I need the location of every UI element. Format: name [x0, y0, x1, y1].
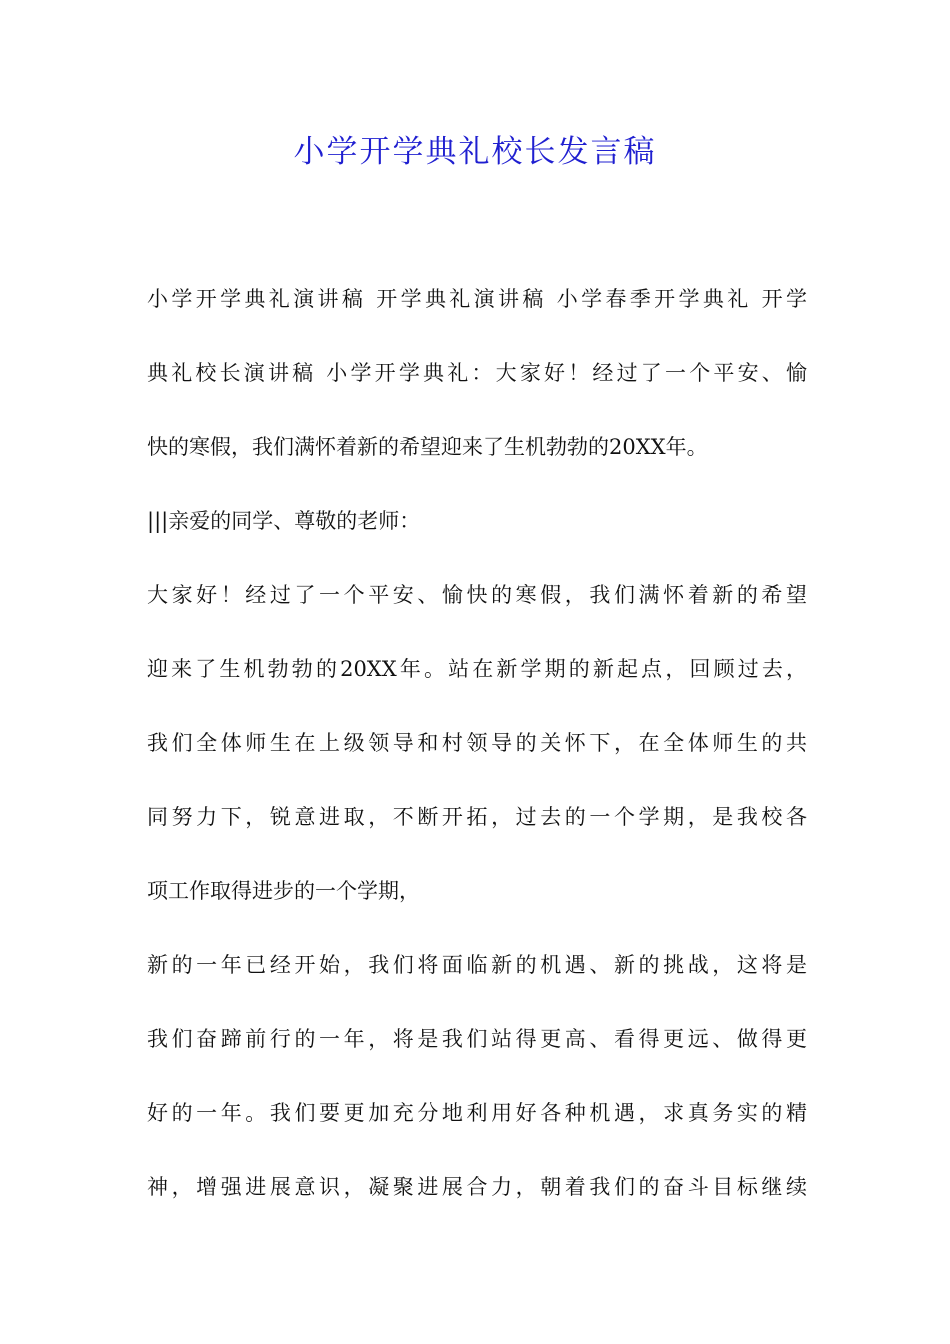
body-line: 大家好！经过了一个平安、愉快的寒假，我们满怀着新的希望: [147, 583, 807, 607]
document-body: [147, 262, 807, 1224]
body-line: 项工作取得进步的一个学期，: [147, 879, 420, 903]
body-line: 我们全体师生在上级领导和村领导的关怀下，在全体师生的共: [147, 731, 807, 755]
body-line: 同努力下，锐意进取，不断开拓，过去的一个学期，是我校各: [147, 805, 807, 829]
body-line: 小学开学典礼演讲稿 开学典礼演讲稿 小学春季开学典礼 开学: [147, 287, 807, 311]
body-line: 神，增强进展意识，凝聚进展合力，朝着我们的奋斗目标继续: [147, 1175, 807, 1199]
body-line: 新的一年已经开始，我们将面临新的机遇、新的挑战，这将是: [147, 953, 807, 977]
document-title: 小学开学典礼校长发言稿: [293, 134, 657, 170]
body-line: 迎来了生机勃勃的20XX年。站在新学期的新起点，回顾过去，: [147, 657, 807, 681]
body-line: 快的寒假，我们满怀着新的希望迎来了生机勃勃的20XX年。: [147, 435, 708, 459]
body-line: 典礼校长演讲稿 小学开学典礼：大家好！经过了一个平安、愉: [147, 361, 807, 385]
body-line: 我们奋蹄前行的一年，将是我们站得更高、看得更远、做得更: [147, 1027, 807, 1051]
body-line: 好的一年。我们要更加充分地利用好各种机遇，求真务实的精: [147, 1101, 807, 1125]
body-line: |||亲爱的同学、尊敬的老师：: [147, 509, 421, 533]
